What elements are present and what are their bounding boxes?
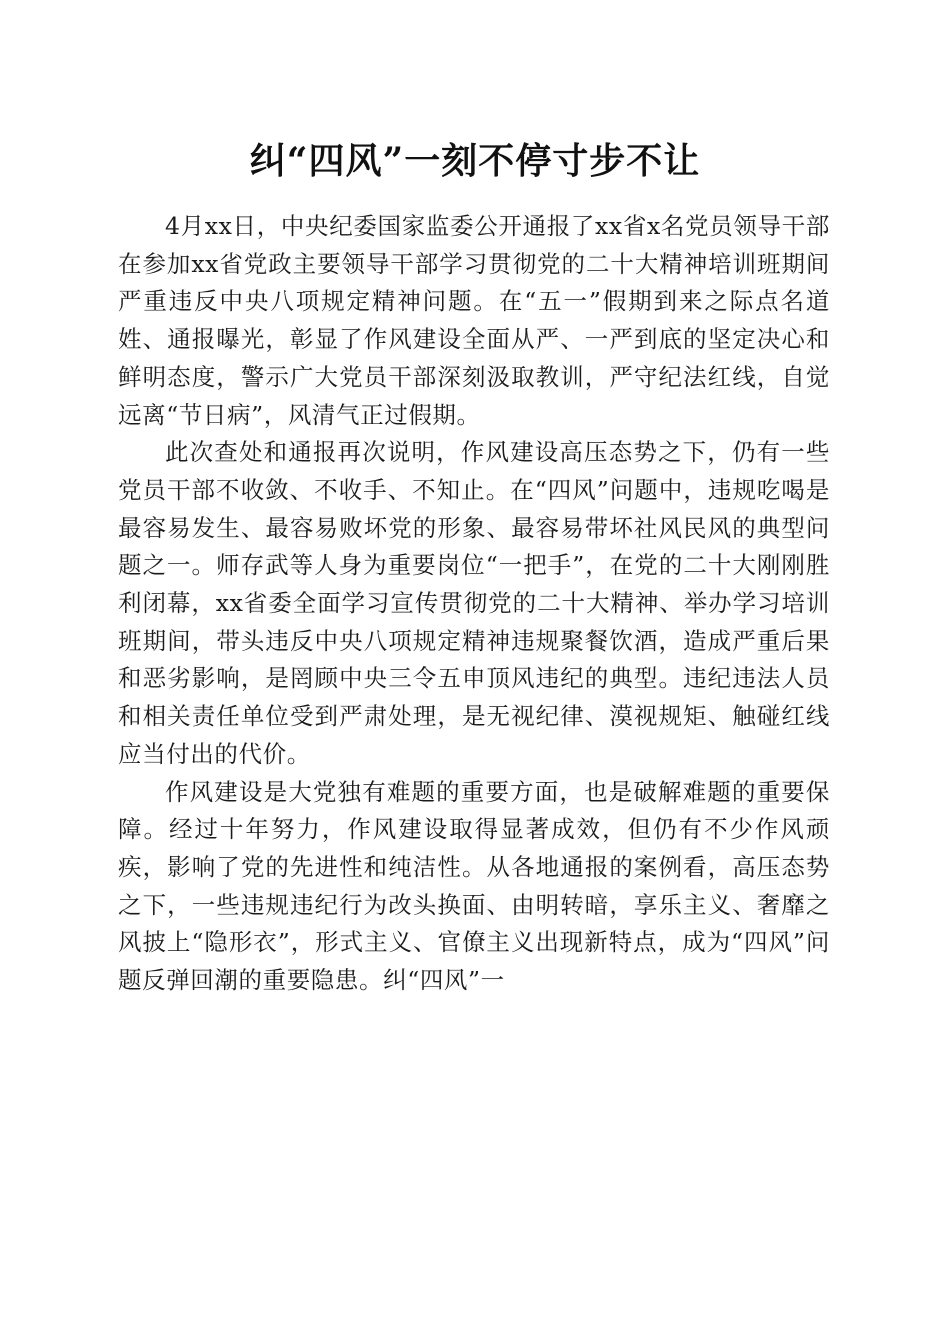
document-body <box>118 208 830 1000</box>
document-title: 纠“四风”一刻不停寸步不让 <box>249 140 701 182</box>
paragraph-2: 此次查处和通报再次说明，作风建设高压态势之下，仍有一些党员干部不收敛、不收手、不知止。在“四风”问题中，违规吃喝是最容易发生、最容易败坏党的形象、最容易带坏社风民风的典型问题之一。师存武等人身为重要岗位“一把手”，在党的二十大刚刚胜利闭幕，xx省委全面学习宣传贯彻党的二十大精神、举办学习培训班期间，带头违反中央八项规定精神违规聚餐饮酒，造成严重后果和恶劣影响，是罔顾中央三令五申顶风违纪的典型。违纪违法人员和相关责任单位受到严肃处理，是无视纪律、漠视规矩、触碰红线应当付出的代价。 <box>118 438 830 768</box>
paragraph-1: 4月xx日，中央纪委国家监委公开通报了xx省x名党员领导干部在参加xx省党政主要领导干部学习贯彻党的二十大精神培训班期间严重违反中央八项规定精神问题。在“五一”假期到来之际点名道姓、通报曝光，彰显了作风建设全面从严、一严到底的坚定决心和鲜明态度，警示广大党员干部深刻汲取教训，严守纪法红线，自觉远离“节日病”，风清气正过假期。 <box>118 212 830 429</box>
paragraph-3: 作风建设是大党独有难题的重要方面，也是破解难题的重要保障。经过十年努力，作风建设取得显著成效，但仍有不少作风顽疾，影响了党的先进性和纯洁性。从各地通报的案例看，高压态势之下，一些违规违纪行为改头换面、由明转暗，享乐主义、奢靡之风披上“隐形衣”，形式主义、官僚主义出现新特点，成为“四风”问题反弹回潮的重要隐患。纠“四风”一 <box>118 777 830 995</box>
